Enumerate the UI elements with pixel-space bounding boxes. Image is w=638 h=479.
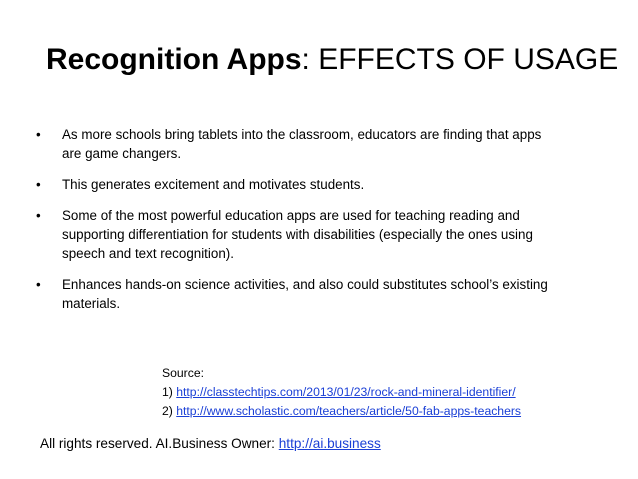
bullet-item — [36, 275, 606, 313]
slide-title-rest: : EFFECTS OF USAGE — [301, 43, 619, 76]
bullet-line: are game changers. — [62, 146, 182, 161]
slide-title-bold: Recognition Apps — [46, 43, 302, 76]
bullet-line: Enhances hands-on science activities, and also could substitutes school’s existing — [62, 277, 548, 292]
bullet-item — [36, 125, 606, 163]
slide-title — [46, 40, 618, 80]
bullet-item — [36, 175, 606, 194]
source-link-scholastic[interactable]: http://www.scholastic.com/teachers/article/50-fab-apps-teachers — [176, 404, 522, 418]
source-item — [162, 402, 521, 421]
bullet-dot: • — [36, 127, 41, 142]
bullet-line: As more schools bring tablets into the classroom, educators are finding that apps — [62, 127, 542, 142]
bullet-line: supporting differentiation for students with disabilities (especially the ones using — [62, 227, 533, 242]
bullet-line: speech and text recognition). — [62, 246, 234, 261]
bullet-dot: • — [36, 277, 41, 292]
source-prefix: 1) — [162, 385, 177, 399]
footer — [40, 434, 381, 454]
source-block — [162, 364, 521, 421]
bullet-line: This generates excitement and motivates students. — [62, 177, 365, 192]
bullet-dot: • — [36, 177, 41, 192]
bullet-item — [36, 206, 606, 263]
bullet-dot: • — [36, 208, 41, 223]
source-item — [162, 383, 521, 402]
bullet-line: Some of the most powerful education apps are used for teaching reading and — [62, 208, 520, 223]
source-prefix: 2) — [162, 404, 177, 418]
footer-text: All rights reserved. AI.Business Owner: — [40, 436, 279, 451]
bullet-list — [36, 125, 606, 325]
bullet-line: materials. — [62, 296, 121, 311]
source-label: Source: — [162, 366, 205, 380]
footer-link[interactable]: http://ai.business — [278, 436, 381, 451]
source-link-classtechtips[interactable]: http://classtechtips.com/2013/01/23/rock-and-mineral-identifier/ — [176, 385, 516, 399]
